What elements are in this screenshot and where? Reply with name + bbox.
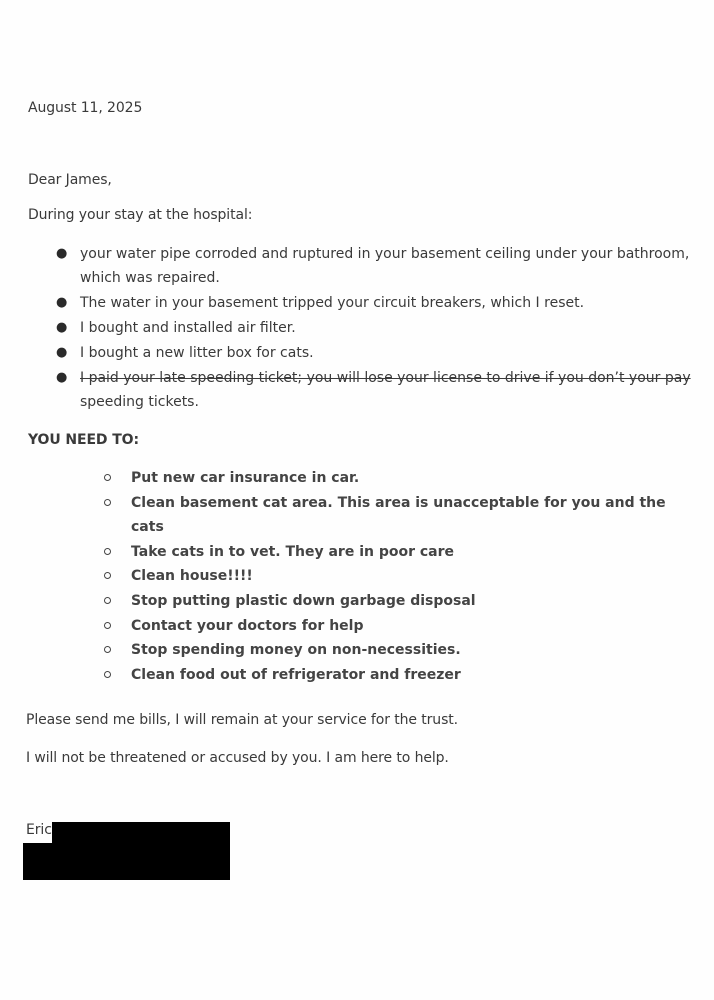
bullet-icon: ●: [56, 370, 68, 385]
list-item-text: I paid your late speeding ticket; you will lose your license to drive if you don’t your pay speeding tickets.: [80, 370, 691, 410]
circle-bullet-icon: [104, 548, 111, 555]
list-item: [56, 341, 706, 365]
circle-bullet-icon: [104, 646, 111, 653]
list-item: [56, 366, 700, 414]
task-text: Stop spending money on non-necessities.: [131, 642, 461, 659]
task-item: [104, 466, 694, 491]
list-item: [56, 316, 706, 340]
bills-line: Please send me bills, I will remain at your service for the trust.: [26, 712, 459, 728]
signature-name: Eric: [26, 822, 52, 838]
task-text: Clean basement cat area. This area is unacceptable for you and the cats: [131, 494, 666, 536]
bullet-icon: ●: [56, 345, 68, 360]
task-item: [104, 638, 694, 663]
hospital-stay-list: [56, 242, 706, 415]
task-text: Clean house!!!!: [131, 568, 253, 585]
letter-date: August 11, 2025: [28, 100, 143, 116]
greeting: Dear James,: [28, 172, 112, 188]
task-text: Stop putting plastic down garbage disposal: [131, 592, 476, 609]
task-text: Take cats in to vet. They are in poor care: [131, 543, 455, 560]
task-item: [104, 491, 694, 540]
circle-bullet-icon: [104, 499, 111, 506]
circle-bullet-icon: [104, 474, 111, 481]
task-text: Clean food out of refrigerator and freezer: [131, 666, 461, 683]
bullet-icon: ●: [56, 246, 68, 261]
task-list: [104, 466, 694, 687]
list-item: [56, 291, 706, 315]
bullet-icon: ●: [56, 320, 68, 335]
list-item-text: your water pipe corroded and ruptured in your basement ceiling under your bathroom, which was repaired.: [80, 246, 690, 286]
you-need-to-heading: YOU NEED TO:: [28, 432, 139, 448]
task-text: Put new car insurance in car.: [131, 470, 360, 486]
redaction-bar: [23, 843, 230, 880]
task-item: [104, 540, 694, 565]
circle-bullet-icon: [104, 572, 111, 579]
list-item-text: I bought a new litter box for cats.: [80, 345, 314, 361]
task-item: [104, 564, 694, 589]
intro-line: During your stay at the hospital:: [28, 207, 253, 223]
circle-bullet-icon: [104, 622, 111, 629]
circle-bullet-icon: [104, 671, 111, 678]
closing-line: I will not be threatened or accused by you. I am here to help.: [26, 750, 449, 766]
list-item-text: I bought and installed air filter.: [80, 320, 296, 336]
task-item: [104, 663, 694, 688]
list-item-text: The water in your basement tripped your circuit breakers, which I reset.: [80, 295, 585, 311]
task-item: [104, 589, 694, 614]
redaction-bar: [52, 822, 230, 844]
task-text: Contact your doctors for help: [131, 617, 364, 634]
task-item: [104, 614, 694, 639]
bullet-icon: ●: [56, 295, 68, 310]
list-item: [56, 242, 700, 290]
circle-bullet-icon: [104, 597, 111, 604]
